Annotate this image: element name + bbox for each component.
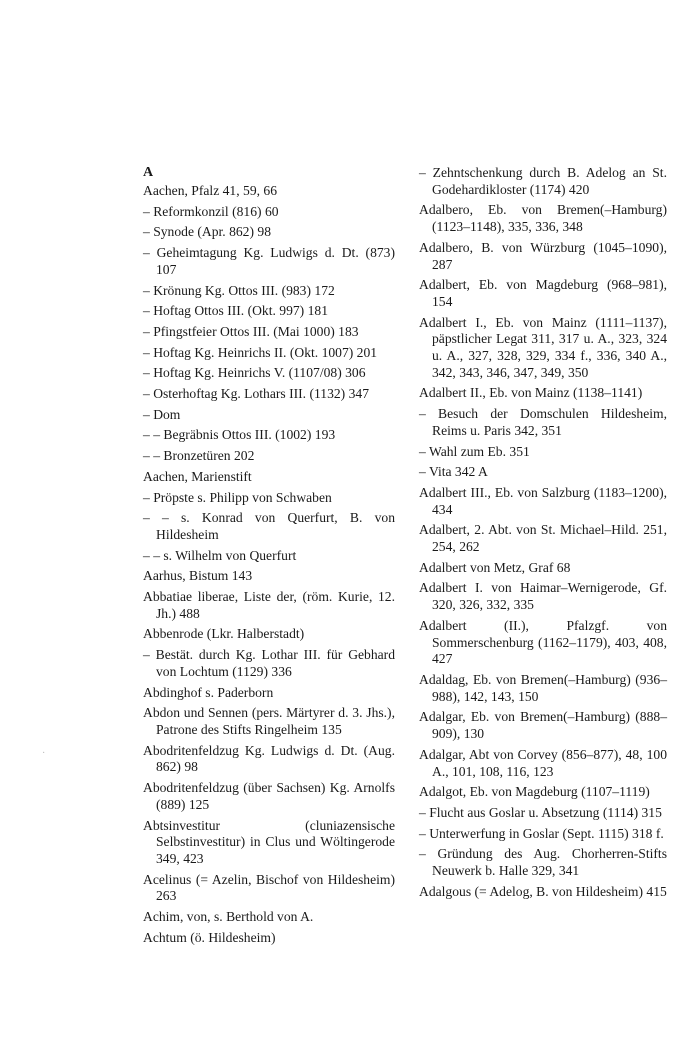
index-entry: Adaldag, Eb. von Bremen(–Hamburg) (936–988), 142, 143, 150 xyxy=(419,671,667,704)
index-entry: Adalgot, Eb. von Magdeburg (1107–1119) xyxy=(419,784,650,800)
index-entry: Abodritenfeldzug (über Sachsen) Kg. Arnolfs (889) 125 xyxy=(143,780,395,812)
index-entry: Abtsinvestitur (cluniazensische Selbstinvestitur) in Clus und Wöltingerode 349, 423 xyxy=(143,817,395,866)
index-column-left xyxy=(143,165,395,950)
index-entry: – – Bronzetüren 202 xyxy=(143,448,255,464)
section-letter: A xyxy=(143,165,154,180)
index-entry: – – s. Konrad von Querfurt, B. von Hildesheim xyxy=(143,510,395,542)
index-column-right xyxy=(419,165,667,904)
index-entry: Adalbert II., Eb. von Mainz (1138–1141) xyxy=(419,385,643,401)
index-entry: Aachen, Marienstift xyxy=(143,468,252,484)
index-entry: – Hoftag Ottos III. (Okt. 997) 181 xyxy=(143,303,328,319)
index-entry: – Gründung des Aug. Chorherren-Stifts Neuwerk b. Halle 329, 341 xyxy=(419,846,667,879)
index-entry: – Pröpste s. Philipp von Schwaben xyxy=(143,489,332,505)
margin-mark: · xyxy=(42,748,46,759)
index-entry: Acelinus (= Azelin, Bischof von Hildesheim) 263 xyxy=(143,871,395,904)
index-entry: Abdon und Sennen (pers. Märtyrer d. 3. Jhs.), Patrone des Stifts Ringelheim 135 xyxy=(143,705,395,737)
index-entry: Adalbert I., Eb. von Mainz (1111–1137), päpstlicher Legat 311, 317 u. A., 323, 324 u. A., 327, 328, 329, 334 f., 336, 340 A., 342, 343, 346, 347, 349, 350 xyxy=(419,314,667,380)
index-entry: Adalgar, Abt von Corvey (856–877), 48, 100 A., 101, 108, 116, 123 xyxy=(419,746,667,779)
index-entry: – Osterhoftag Kg. Lothars III. (1132) 347 xyxy=(143,386,370,402)
index-entry: Adalbero, Eb. von Bremen(–Hamburg) (1123–1148), 335, 336, 348 xyxy=(419,202,667,235)
index-entry: Adalbert (II.), Pfalzgf. von Sommerschenburg (1162–1179), 403, 408, 427 xyxy=(419,617,667,667)
index-entry: – Wahl zum Eb. 351 xyxy=(419,443,530,459)
index-entry: – Krönung Kg. Ottos III. (983) 172 xyxy=(143,282,335,298)
index-entry: Achim, von, s. Berthold von A. xyxy=(143,909,314,925)
left-entries xyxy=(143,183,395,946)
index-entry: Aarhus, Bistum 143 xyxy=(143,568,253,584)
index-entry: – – s. Wilhelm von Querfurt xyxy=(143,547,297,563)
index-entry: Aachen, Pfalz 41, 59, 66 xyxy=(143,183,278,198)
index-entry: Adalbert, Eb. von Magdeburg (968–981), 154 xyxy=(419,277,667,309)
index-entry: – Dom xyxy=(143,406,181,422)
index-entry: – Zehntschenkung durch B. Adelog an St. Godehardikloster (1174) 420 xyxy=(419,165,667,197)
index-entry: – Reformkonzil (816) 60 xyxy=(143,203,279,219)
index-entry: – Hoftag Kg. Heinrichs V. (1107/08) 306 xyxy=(143,365,366,381)
index-entry: Adalbert III., Eb. von Salzburg (1183–1200), 434 xyxy=(419,484,667,517)
index-entry: – Vita 342 A xyxy=(419,464,488,480)
index-entry: – Pfingstfeier Ottos III. (Mai 1000) 183 xyxy=(143,323,359,339)
index-entry: – Besuch der Domschulen Hildesheim, Reims u. Paris 342, 351 xyxy=(419,406,667,438)
index-entry: Abdinghof s. Paderborn xyxy=(143,684,274,700)
index-entry: Adalgar, Eb. von Bremen(–Hamburg) (888–909), 130 xyxy=(419,709,667,742)
index-entry: Abbatiae liberae, Liste der, (röm. Kurie, 12. Jh.) 488 xyxy=(143,589,395,621)
index-entry: Adalbero, B. von Würzburg (1045–1090), 287 xyxy=(419,239,667,272)
index-entry: – Unterwerfung in Goslar (Sept. 1115) 318 f. xyxy=(419,825,664,841)
index-entry: – Bestät. durch Kg. Lothar III. für Gebhard von Lochtum (1129) 336 xyxy=(143,647,395,679)
index-entry: Abodritenfeldzug Kg. Ludwigs d. Dt. (Aug. 862) 98 xyxy=(143,742,395,775)
right-entries xyxy=(419,165,667,900)
index-entry: Adalbert I. von Haimar–Wernigerode, Gf. 320, 326, 332, 335 xyxy=(419,580,667,613)
index-entry: Abbenrode (Lkr. Halberstadt) xyxy=(143,626,305,642)
index-entry: – Geheimtagung Kg. Ludwigs d. Dt. (873) 107 xyxy=(143,245,395,277)
index-entry: – Synode (Apr. 862) 98 xyxy=(143,224,271,240)
index-entry: Adalgous (= Adelog, B. von Hildesheim) 415 xyxy=(419,883,667,899)
index-entry: Adalbert, 2. Abt. von St. Michael–Hild. 251, 254, 262 xyxy=(419,522,667,555)
index-entry: – – Begräbnis Ottos III. (1002) 193 xyxy=(143,427,336,443)
index-entry: – Hoftag Kg. Heinrichs II. (Okt. 1007) 201 xyxy=(143,344,378,360)
index-entry: Achtum (ö. Hildesheim) xyxy=(143,929,276,945)
index-entry: – Flucht aus Goslar u. Absetzung (1114) 315 xyxy=(419,804,662,820)
index-entry: Adalbert von Metz, Graf 68 xyxy=(419,559,571,575)
